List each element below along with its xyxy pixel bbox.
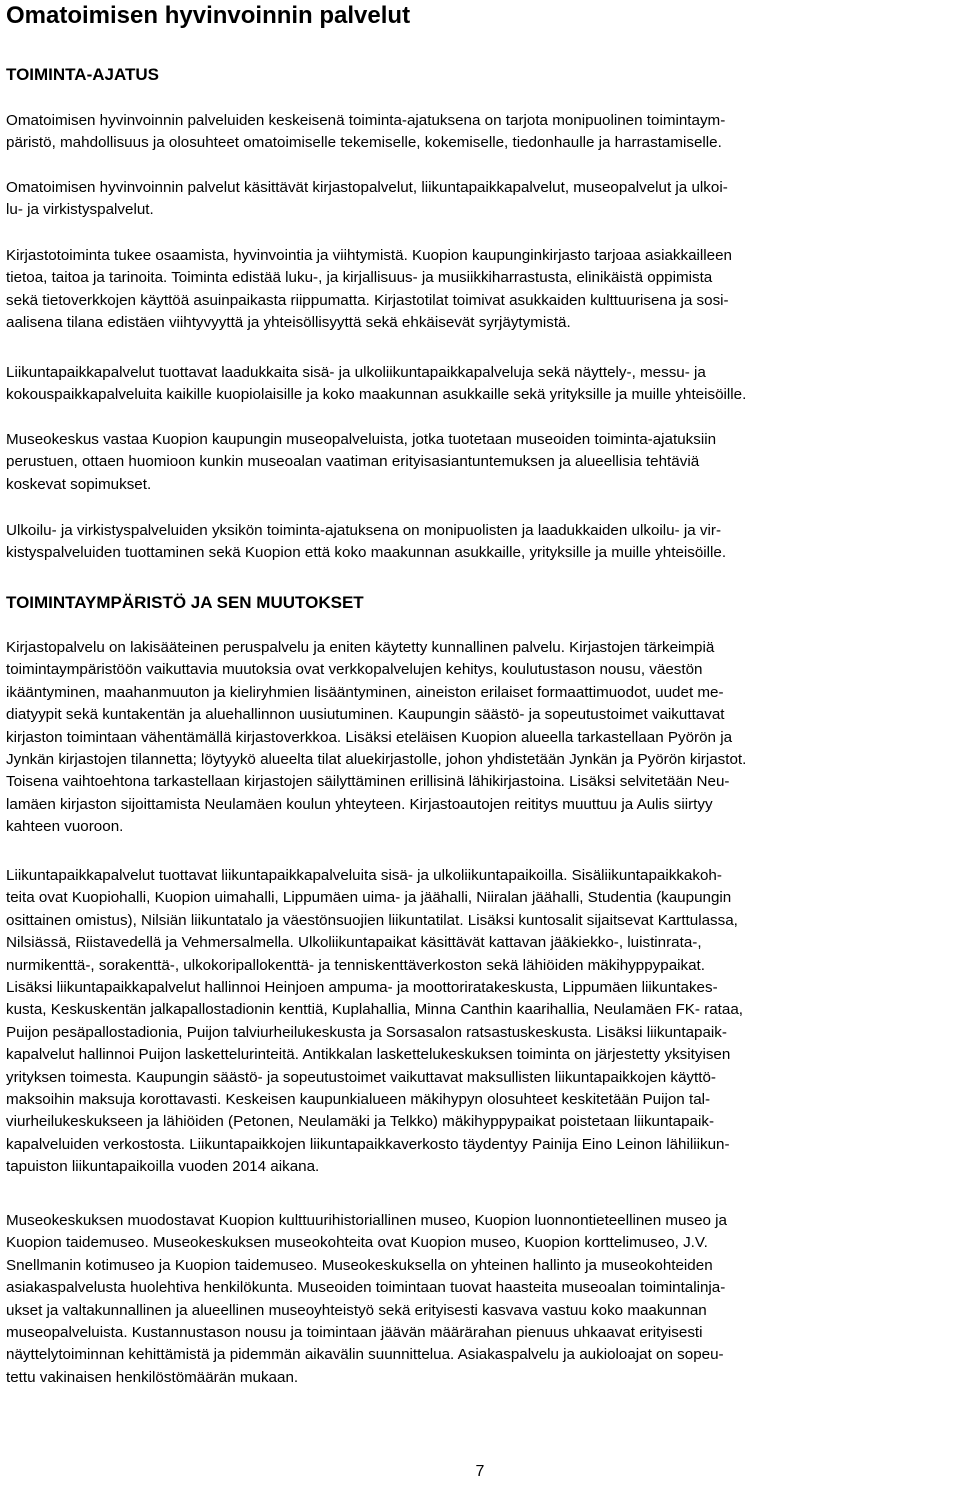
paragraph-line: Snellmanin kotimuseo ja Kuopion taidemuseo. Museokeskuksella on yhteinen hallinto ja museokohteiden (6, 1256, 713, 1274)
paragraph (6, 245, 956, 335)
paragraph-line: tapuiston liikuntapaikoilla vuoden 2014 aikana. (6, 1158, 320, 1176)
paragraph-line: viurheilukeskukseen ja lähiöiden (Petonen, Neulamäki ja Telkko) mäkihyppypaikat poistetaan liikuntapaik- (6, 1113, 715, 1131)
paragraph-line: kokouspaikkapalveluita kaikille kuopiolaisille ja koko maakunnan asukkaille sekä yrityksille ja muille yhteisöille. (6, 386, 747, 404)
paragraph-line: Lisäksi liikuntapaikkapalvelut hallinnoi Heinjoen ampuma- ja moottoriratakeskusta, Lippumäen liikuntakes- (6, 978, 718, 996)
paragraph (6, 520, 956, 565)
paragraph (6, 110, 956, 155)
paragraph-line: Omatoimisen hyvinvoinnin palveluiden keskeisenä toiminta-ajatuksena on tarjota monipuolinen toimintaym- (6, 112, 726, 129)
paragraph-line: Ulkoilu- ja virkistyspalveluiden yksikön toiminta-ajatuksena on monipuolisten ja laadukkaiden ulkoilu- ja vir- (6, 522, 721, 539)
paragraph-line: Nilsiässä, Riistavedellä ja Vehmersalmella. Ulkoliikuntapaikat käsittävät kattavan jääkiekko-, luistinrata-, (6, 934, 702, 952)
paragraph-line: kirjaston toimintaan vähentämällä kirjastoverkkoa. Lisäksi eteläisen Kuopion alueella tarkastellaan Pyörön ja (6, 728, 733, 746)
paragraph-line: toimintaympäristöön vaikuttavia muutoksia ovat verkkopalvelujen kehitys, koulutustason nousu, väestön (6, 661, 703, 679)
paragraph-line: Puijon pesäpallostadionia, Puijon talviurheilukeskusta ja Sorsasalon ratsastuskeskusta. Lisäksi liikuntapaik- (6, 1023, 727, 1041)
paragraph-line: Toisena vaihtoehtona tarkastellaan kirjastojen säilyttäminen erillisinä lähikirjastoina. Lisäksi selvitetään Neu- (6, 773, 730, 791)
paragraph-line: näyttelytoiminnan kehittämistä ja pidemmän aikavälin suunnittelua. Asiakaspalvelu ja aukioloajat on sopeu- (6, 1346, 724, 1364)
paragraph-line: teita ovat Kuopiohalli, Kuopion uimahalli, Lippumäen uima- ja jäähalli, Niiralan jäähalli, Studentia (kaupungin (6, 889, 732, 907)
paragraph-line: aalisena tilana edistäen viihtyvyyttä ja yhteisöllisyyttä sekä ehkäisevät syrjäytymistä. (6, 314, 571, 332)
section-heading-toimintaymparisto: TOIMINTAYMPÄRISTÖ JA SEN MUUTOKSET (6, 593, 364, 612)
paragraph-line: Liikuntapaikkapalvelut tuottavat liikuntapaikkapalveluita sisä- ja ulkoliikuntapaikoilla. Sisäliikuntapaikkakoh- (6, 867, 722, 884)
page-number: 7 (475, 1463, 485, 1480)
paragraph-line: perustuen, ottaen huomioon kunkin museoalan vaatiman erityisasiantuntemuksen ja alueellisia tehtäviä (6, 453, 700, 471)
paragraph-line: osittainen omistus), Nilsiän liikuntatalo ja väestönsuojien liikuntatilat. Lisäksi kuntosalit sijaitsevat Karttulassa, (6, 911, 738, 929)
paragraph (6, 1210, 956, 1389)
paragraph-line: Museokeskuksen muodostavat Kuopion kulttuurihistoriallinen museo, Kuopion luonnontieteellinen museo ja (6, 1212, 728, 1229)
paragraph-line: diatyypit sekä kuntakentän ja aluehallinnon uusiutuminen. Kaupungin säästö- ja sopeutustoimet vaikuttavat (6, 706, 725, 724)
paragraph-line: yrityksen toimesta. Kaupungin säästö- ja sopeutustoimet vaikuttavat maksullisten liikuntapaikkojen käyttö- (6, 1068, 716, 1086)
paragraph-line: lu- ja virkistyspalvelut. (6, 201, 154, 219)
paragraph-line: lamäen kirjaston sijoittamista Neulamäen koulun yhteyteen. Kirjastoautojen reititys muuttuu ja Aulis siirtyy (6, 795, 713, 813)
paragraph-line: Kirjastopalvelu on lakisääteinen peruspalvelu ja eniten käytetty kunnallinen palvelu. Kirjastojen tärkeimpiä (6, 639, 715, 656)
paragraph-line: kapalvelut hallinnoi Puijon laskettelurinteitä. Antikkalan laskettelukeskuksen toiminta on järjestetty yksityisen (6, 1046, 731, 1064)
paragraph-line: ukset ja valtakunnallinen ja alueellinen museoyhteistyö sekä erityisesti kasvava vastuu koko maakunnan (6, 1301, 707, 1319)
paragraph (6, 865, 956, 1178)
paragraph (6, 637, 956, 839)
paragraph-line: Museokeskus vastaa Kuopion kaupungin museopalveluista, jotka tuotetaan museoiden toiminta-ajatuksiin (6, 431, 717, 448)
paragraph-line: kapalveluiden verkostosta. Liikuntapaikkojen liikuntapaikkaverkosto täydentyy Painija Eino Leinon lähiliikun- (6, 1135, 730, 1153)
paragraph-line: sekä tietoverkkojen käyttöä asuinpaikasta riippumatta. Kirjastotilat toimivat asukkaiden kulttuurisena ja sosi- (6, 291, 729, 309)
paragraph-line: tettu vakinaisen henkilöstömäärän mukaan. (6, 1368, 299, 1386)
document-title: Omatoimisen hyvinvoinnin palvelut (6, 2, 411, 29)
paragraph (6, 429, 956, 496)
paragraph-line: päristö, mahdollisuus ja olosuhteet omatoimiselle tekemiselle, kokemiselle, tiedonhaulle ja harrastamiselle. (6, 134, 722, 152)
paragraph-line: kahteen vuoroon. (6, 818, 124, 836)
paragraph-line: museopalveluista. Kustannustason nousu ja toimintaan jäävän määrärahan pienuus uhkaavat erityisesti (6, 1323, 703, 1341)
paragraph (6, 177, 956, 222)
paragraph-line: kistyspalveluiden tuottaminen sekä Kuopion että koko maakunnan asukkaille, yrityksille ja muille yhteisöille. (6, 544, 727, 562)
section-heading-toiminta-ajatus: TOIMINTA-AJATUS (6, 65, 159, 84)
paragraph-line: tietoa, taitoa ja tarinoita. Toiminta edistää luku-, ja kirjallisuus- ja musiikkiharrastusta, elinikäistä oppimista (6, 269, 713, 287)
paragraph-line: asiakaspalvelusta huolehtiva henkilökunta. Museoiden toimintaan tuovat haasteita museoalan toimintalinja- (6, 1279, 726, 1297)
paragraph-line: kusta, Keskuskentän jalkapallostadionin kenttiä, Kuplahallia, Minna Canthin kaarihallia, Neulamäen FK- rataa, (6, 1001, 744, 1019)
paragraph-line: nurmikenttä-, sorakenttä-, ulkokoripallokenttä- ja tenniskenttäverkoston sekä lähiöiden mäkihyppypaikat. (6, 956, 705, 974)
paragraph-line: maksoihin maksuja korottavasti. Keskeisen kaupunkialueen mäkihypyn olosuhteet keskitetään Puijon tal- (6, 1090, 711, 1108)
paragraph-line: Kuopion taidemuseo. Museokeskuksen museokohteita ovat Kuopion museo, Kuopion korttelimuseo, J.V. (6, 1234, 708, 1252)
paragraph-line: Liikuntapaikkapalvelut tuottavat laadukkaita sisä- ja ulkoliikuntapaikkapalveluja sekä näyttely-, messu- ja (6, 364, 706, 381)
paragraph-line: Kirjastotoiminta tukee osaamista, hyvinvointia ja viihtymistä. Kuopion kaupunginkirjasto tarjoaa asiakkailleen (6, 247, 733, 264)
paragraph-line: koskevat sopimukset. (6, 475, 152, 493)
paragraph-line: Omatoimisen hyvinvoinnin palvelut käsittävät kirjastopalvelut, liikuntapaikkapalvelut, museopalvelut ja ulkoi- (6, 179, 728, 196)
paragraph (6, 362, 956, 407)
paragraph-line: Jynkän kirjastojen tilannetta; löytyykö alueelta tilat aluekirjastolle, johon yhdistetään Jynkän ja Pyörön kirjastot. (6, 750, 747, 768)
paragraph-line: ikääntyminen, maahanmuuton ja kieliryhmien lisääntyminen, aineiston erilaiset formaattimuodot, uudet me- (6, 683, 724, 701)
